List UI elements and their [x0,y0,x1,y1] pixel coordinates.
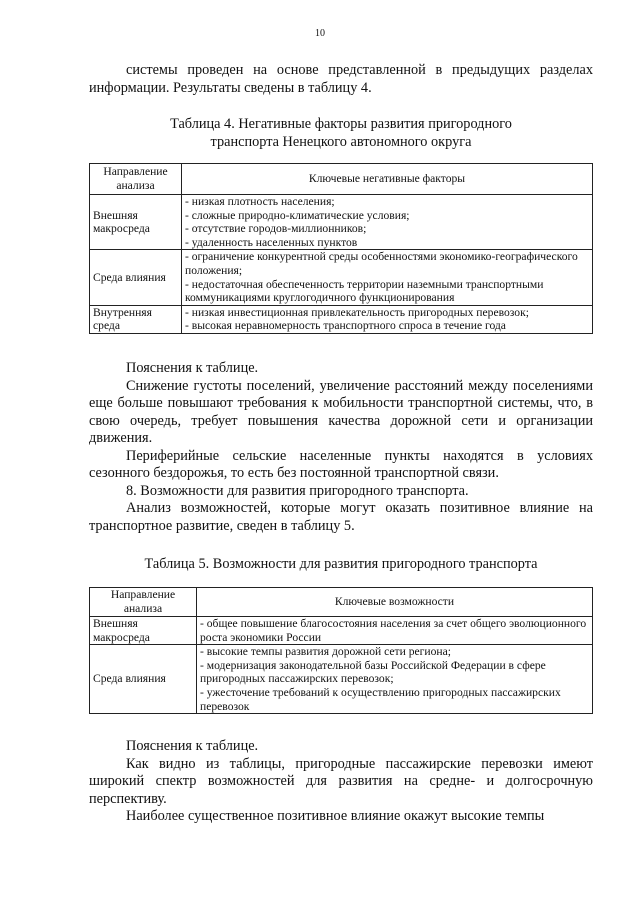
notes-paragraph: Снижение густоты поселений, увеличение расстояний между поселениями еще больше повышают требования к мобильности транспортной системы, что, в свою очередь, требует повышения качества дорожной сети и организации движения. [89,377,593,446]
opportunity-item: - высокие темпы развития дорожной сети региона; [200,645,451,659]
factor-item: - ограничение конкурентной среды особенностями экономико-географического положения; [185,250,578,277]
row-direction: Внутренняя среда [90,305,182,333]
row-factors [182,195,593,250]
row-opportunities [197,645,593,714]
factor-item: - низкая инвестиционная привлекательность пригородных перевозок; [185,305,529,319]
row-factors [182,250,593,305]
row-direction: Среда влияния [90,645,197,714]
table-header-row [90,164,593,195]
table-row [90,250,593,305]
opportunity-item: - модернизация законодательной базы Российской Федерации в сфере пригородных пассажирских перевозок; [200,658,546,686]
table5-notes [89,738,593,826]
notes-paragraph: Анализ возможностей, которые могут оказать позитивное влияние на транспортное развитие, сведен в таблицу 5. [89,500,593,534]
header-opportunities: Ключевые возможности [197,588,593,617]
notes-paragraph: Как видно из таблицы, пригородные пассажирские перевозки имеют широкий спектр возможностей для развития на средне- и долгосрочную перспективу. [89,755,593,807]
table5-grid [89,587,593,714]
table4-caption-line2: транспорта Ненецкого автономного округа [210,134,472,150]
notes-paragraph: Периферийные сельские населенные пункты находятся в условиях сезонного бездорожья, то есть без постоянной транспортной связи. [89,447,593,481]
intro-text: системы проведен на основе представленной в предыдущих разделах информации. Результаты сведены в таблицу 4. [89,62,593,96]
row-direction: Внешняя макросреда [90,195,182,250]
row-opportunities [197,617,593,645]
factor-item: - удаленность населенных пунктов [185,235,358,249]
row-factors [182,305,593,333]
factor-item: - сложные природно-климатические условия; [185,208,410,222]
factor-item: - отсутствие городов-миллионников; [185,222,367,236]
intro-paragraph [89,62,593,97]
table-header-row [90,588,593,617]
factor-item: - недостаточная обеспеченность территории наземными транспортными коммуникациями круглогодичного функционирования [185,277,544,305]
table-row [90,617,593,645]
table4 [89,163,593,334]
table4-notes [89,360,593,535]
notes-paragraph: Наиболее существенное позитивное влияние окажут высокие темпы [126,808,545,824]
table-row [90,195,593,250]
factor-item: - низкая плотность населения; [185,195,335,208]
row-direction: Внешняя макросреда [90,617,197,645]
row-direction: Среда влияния [90,250,182,305]
table4-grid [89,163,593,334]
header-direction: Направление анализа [90,588,197,617]
table-row [90,305,593,333]
notes-heading: Пояснения к таблице. [126,360,259,376]
table-row [90,645,593,714]
page-number: 10 [315,28,325,39]
header-direction: Направление анализа [90,164,182,195]
table5-caption-line: Таблица 5. Возможности для развития пригородного транспорта [144,556,538,572]
header-factors: Ключевые негативные факторы [182,164,593,195]
table4-caption-line1: Таблица 4. Негативные факторы развития пригородного [170,116,512,132]
notes-heading: Пояснения к таблице. [126,738,259,754]
opportunity-item: - ужесточение требований к осуществлению пригородных пассажирских перевозок [200,685,561,713]
factor-item: - высокая неравномерность транспортного спроса в течение года [185,319,506,333]
table5-caption [89,555,593,573]
section-heading: 8. Возможности для развития пригородного транспорта. [126,482,469,499]
table4-caption [89,115,593,151]
table5 [89,587,593,714]
opportunity-item: - общее повышение благосостояния населения за счет общего эволюционного роста экономики России [200,617,587,644]
